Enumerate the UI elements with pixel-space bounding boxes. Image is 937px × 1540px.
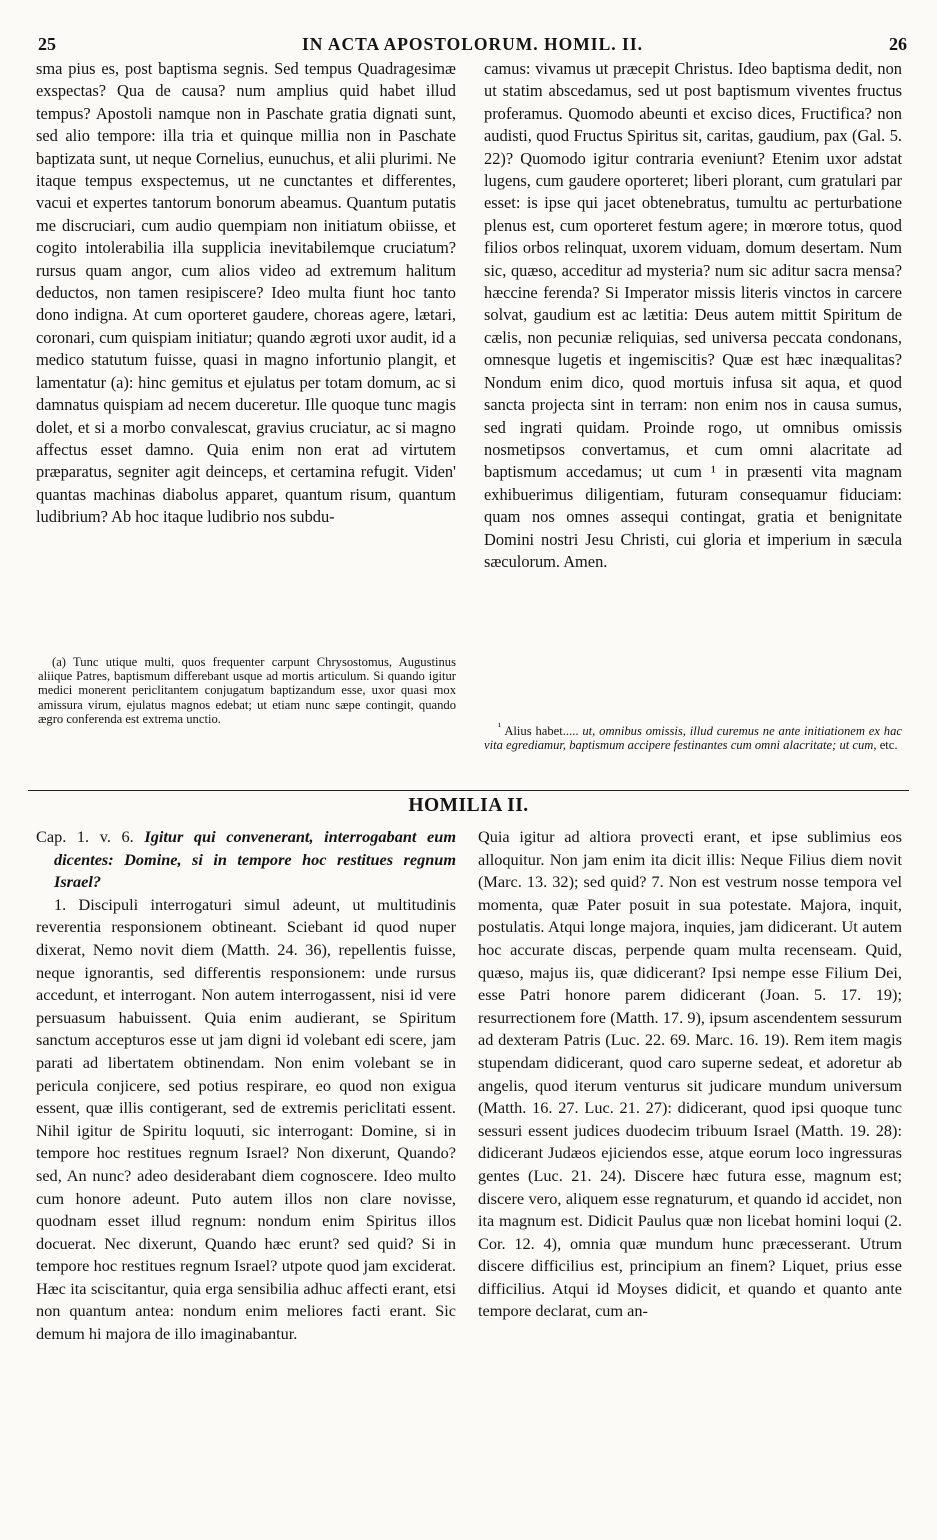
footnote-left <box>38 655 456 726</box>
paragraph: sma pius es, post baptisma segnis. Sed tempus Quadragesimæ exspectas? Qua de causa? num amplius quid habet illud tempus? Apostoli namque non in Paschate gratia dignati sunt, sed alio tempore: illa tria et quinque millia non in Paschate baptizata sunt, ut neque Cornelius, eunuchus, et alii plurimi. Ne itaque tempus exspectemus, ut ne cunctantes et differentes, vacui et expertes tantorum bonorum abeamus. Quantum putatis me discruciari, cum audio quempiam non initiatum obiisse, et cogito intolerabilia illa supplicia inevitabilemque cruciatum? rursus quam angor, cum alios video ad extremum halitum deductos, non tamen resipiscere? Ideo multa fiunt hoc tanto dono indigna. At cum oporteret gaudere, choreas agere, lætari, coronari, cum quispiam initiatur; quando ægroti uxor audit, id a medico statutum fuisse, quasi in magno infortunio plangit, et lamentatur (a): hinc gemitus et ejulatus per totam domum, ac si damnatus quispiam ad necem duceretur. Ille quoque tunc magis dolet, et si a morbo convalescat, gravius cruciatur, ac si magno affectus esset damno. Quia enim non erat ad virtutem præparatus, segniter agit deinceps, et certamina refugit. Viden' quantas machinas diabolus apparet, quantum risum, quantum ludibrium? Ab hoc itaque ludibrio nos subdu- <box>36 59 456 527</box>
paragraph: 1. Discipuli interrogaturi simul adeunt, ut multitudinis reverentia responsionem obtineant. Sciebant id quod nuper dixerat, Nemo novit diem (Matth. 24. 36), repellentis fuisse, neque ignorantis, sed differentis responsionem: unde rursus accedunt, et interrogant. Non autem interrogassent, nisi id vere persuasum habuissent. Quia enim audierant, se Spiritum sanctum accepturos esse ut jam digni id volebant edi scere, jam parati ad libertatem obtinendam. Non enim volebant se in pericula conjicere, sed potius respirare, eo quod non exigua essent, quæ illis contigerant, sed de extremis periclitati essent. Nihil igitur de Spiritu loquuti, sic interrogant: Domine, si in tempore hoc restitues regnum Israel? Non dixerunt, Quando? sed, An nunc? adeo desiderabant diem cognoscere. Ideo multo cum honore adeunt. Puto autem illos non clare novisse, quodnam esset illud regnum: nondum enim Spiritus illos docuerat. Nec dixerunt, Quando hæc erunt? sed quid? Si in tempore hoc restitues regnum Israel? utpote quod jam exciderat. Hæc ita sciscitantur, quia erga sensibilia adhuc affecti erant, etsi non quantum antea: nondum enim meliores facti erant. Sic demum hi majora de illo imaginabantur. <box>36 894 456 1344</box>
paragraph: Quia igitur ad altiora provecti erant, et ipse sublimius eos alloquitur. Non jam enim ita dicit illis: Neque Filius diem novit (Marc. 13. 32); sed quid? 7. Non est vestrum nosse tempora vel momenta, quæ Pater posuit in sua potestate. Majora, inquit, postulatis. Atqui longe majora, inquies, jam didicerant. Ut autem hoc accurate discas, perpende quam multa recenseam. Quid, quæso, majus iis, quæ didicerant? Ipsi nempe esse Filium Dei, esse Patri honore parem didicerant (Joan. 5. 17. 19); resurrectionem fore (Matth. 17. 9), ipsum ascendentem sessurum ad dexteram Patris (Luc. 22. 69. Marc. 16. 19). Rem item magis stupendam didicerant, quod caro superne sedeat, et adoretur ab angelis, quod iterum venturus sit judicare mundum universum (Matth. 16. 27. Luc. 21. 27): didicerant, quod ipsi quoque tunc sessuri essent judices duodecim tribuum Israel (Matth. 19. 28): didicerant Judæos ejiciendos esse, atque eorum loco ingressuras gentes (Luc. 21. 24). Discere hæc futura esse, magnum est; discere vero, aliquem esse regnaturum, et quando id accidet, non ita magnum est. Didicit Paulus quæ non licebat homini loqui (2. Cor. 12. 4), omnia quæ mundum hunc præcesserant. Utrum discere difficilius est, principium an finem? Liquet, prius esse difficilius. Atqui id Moyses didicit, et quando et quanto ante tempore declarat, cum an- <box>478 827 902 1321</box>
chapter-verse: Igitur qui convenerant, interrogabant eum dicentes: Domine, si in tempore hoc restitues regnum Israel? <box>54 827 456 892</box>
chapter-ref: Cap. 1. v. 6. <box>36 827 134 846</box>
top-right-column <box>484 58 902 573</box>
homily-title: HOMILIA II. <box>408 795 529 816</box>
footnote-right <box>484 721 902 753</box>
page-number-left: 25 <box>38 34 56 54</box>
bottom-left-column <box>36 826 456 1346</box>
footnote-text <box>484 721 902 753</box>
page-number-right: 26 <box>889 34 907 54</box>
section-divider <box>28 790 909 791</box>
running-header <box>38 34 907 58</box>
footnote-text: (a) Tunc utique multi, quos frequenter carpunt Chrysostomus, Augustinus aliique Patres, baptismum differebant usque ad mortis articulum. Si quando igitur medici monerent periclitantem conjugatum baptizandum esse, uxor quasi mox amissura virum, ejulatus magnos edebat; ut etiam nunc sæpe contingit, quando ægro conferenda est extrema unctio. <box>38 655 456 726</box>
footnote-mark: ¹ <box>498 722 502 733</box>
top-left-column <box>36 58 456 529</box>
footnote-end: etc. <box>879 738 898 753</box>
running-title: IN ACTA APOSTOLORUM. HOMIL. II. <box>301 34 644 54</box>
paragraph: camus: vivamus ut præcepit Christus. Ideo baptisma dedit, non ut statim abscedamus, sed ut post baptismum viventes fructus proferamus. Quomodo abeunti et exciso dices, Fructifica? non audisti, quod Fructus Spiritus sit, caritas, gaudium, pax (Gal. 5. 22)? Quomodo igitur contraria eveniunt? Etenim uxor adstat lugens, cum gaudere oporteret; liberi plorant, cum gratulari par esset: is ipse qui jacet obtenebratus, tumultu ac perturbatione plenus est, cum oporteret festum agere; in mœrore totus, quod filios orbos relinquat, uxorem viduam, domum desertam. Num sic, quæso, acceditur ad mysteria? num sic aditur sacra mensa? hæccine ferenda? Si Imperator missis literis vinctos in carcere solvat, gaudium est ac lætitia: Deus autem mittit Spiritum de cælis, non pecuniæ reliquias, sed universa peccata condonans, omnesque lugetis et ingemiscitis? Quæ est hæc inæqualitas? Nondum enim dico, quod mortuis infusa sit aqua, et quod sancta projecta sint in terram: non enim nos in causa sumus, sed ingrati quidam. Proinde rogo, ut omnibus omissis nosmetipsos convertamus, et cum omni alacritate ad baptismum accedamus; ut cum ¹ in præsenti vita magnam exhibuerimus diligentiam, futuram consequamur fiduciam: quam nos omnes assequi contingat, gratia et benignitate Domini nostri Jesu Christi, cui gloria et imperium in sæcula sæculorum. Amen. <box>484 59 902 571</box>
chapter-heading <box>36 826 456 894</box>
footnote-plain: Alius habet..... <box>504 724 579 739</box>
bottom-right-column <box>478 826 902 1323</box>
footnote-italic: ut, omnibus omissis, illud curemus ne ante initiationem ex hac vita egrediamur, baptismum accipere festinantes cum omni alacritate; ut cum, <box>484 724 902 753</box>
